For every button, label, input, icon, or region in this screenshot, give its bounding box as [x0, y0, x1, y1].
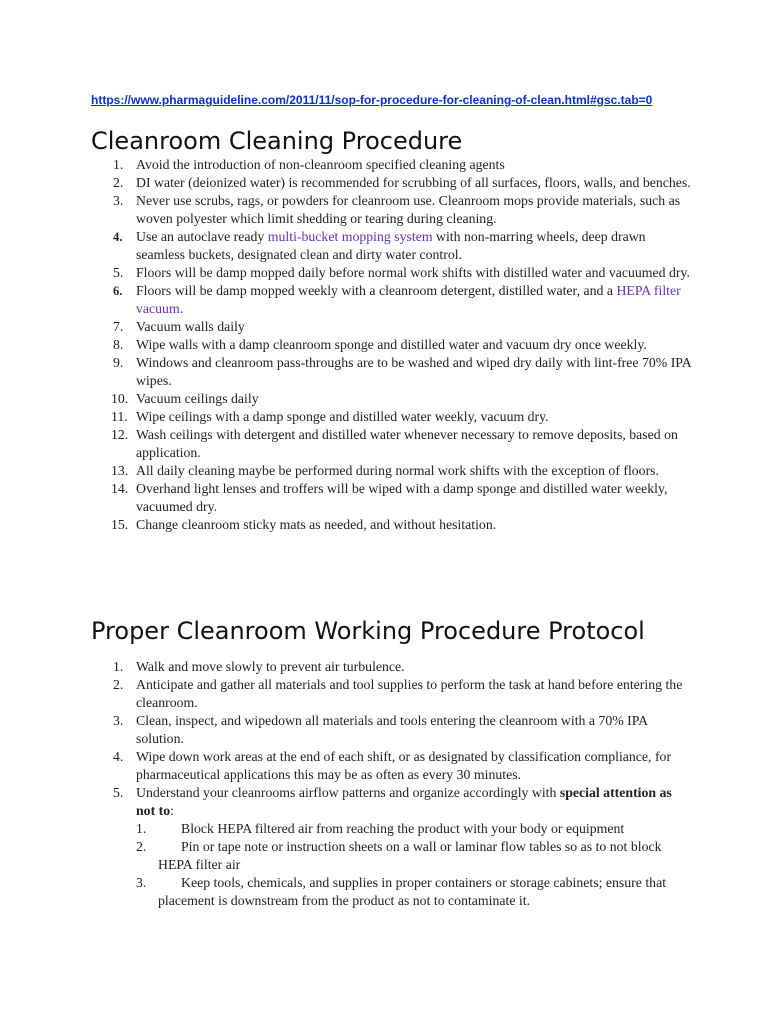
- list-item: [91, 408, 691, 426]
- list-item: [91, 228, 691, 264]
- list-item-text: Windows and cleanroom pass-throughs are to be washed and wiped dry daily with lint-free 70% IPA wipes.: [136, 355, 691, 388]
- list-item: [91, 462, 691, 480]
- list-item-text: Wash ceilings with detergent and distilled water whenever necessary to remove deposits, based on application.: [136, 427, 678, 460]
- list-number: 4.: [113, 749, 124, 764]
- list-item: [91, 354, 691, 390]
- list-number: 2.: [113, 175, 124, 190]
- list-number: 13.: [111, 463, 129, 478]
- sub-list-item-text: Pin or tape note or instruction sheets on a wall or laminar flow tables so as to not block HEPA filter air: [158, 839, 662, 872]
- list-number: 10.: [111, 391, 129, 406]
- list-item-text: Wipe ceilings with a damp sponge and distilled water weekly, vacuum dry.: [136, 409, 549, 424]
- list-item-text: Floors will be damp mopped daily before normal work shifts with distilled water and vacuumed dry.: [136, 265, 690, 280]
- list-item: [91, 426, 691, 462]
- list-item: [91, 336, 691, 354]
- list-item-text: All daily cleaning maybe be performed during normal work shifts with the exception of floors.: [136, 463, 659, 478]
- list-number: 5.: [113, 265, 124, 280]
- list-item-text: Use an autoclave ready: [136, 229, 268, 244]
- list-item-text: Avoid the introduction of non-cleanroom specified cleaning agents: [136, 157, 505, 172]
- list-item: [91, 516, 691, 534]
- list-item: [91, 676, 691, 712]
- list-item: [91, 282, 691, 318]
- cleaning-procedure-list: [91, 156, 691, 534]
- list-number: 5.: [113, 785, 124, 800]
- list-item-text: with non-marring wheels, deep drawn seamless buckets, designated clean and dirty water control.: [136, 229, 646, 262]
- list-item-text: Walk and move slowly to prevent air turbulence.: [136, 659, 405, 674]
- sub-list-number: 1.: [136, 821, 147, 836]
- list-number: 1.: [113, 659, 124, 674]
- sub-list-number: 3.: [136, 875, 147, 890]
- sub-list-item: [136, 820, 691, 838]
- list-item-text: .: [179, 301, 184, 316]
- list-number: 7.: [113, 319, 124, 334]
- list-item-text: Overhand light lenses and troffers will be wiped with a damp sponge and distilled water weekly, vacuumed dry.: [136, 481, 668, 514]
- list-number: 8.: [113, 337, 124, 352]
- list-item-text: Understand your cleanrooms airflow patterns and organize accordingly with: [136, 785, 560, 800]
- list-item-text: :: [170, 803, 174, 818]
- list-item: [91, 390, 691, 408]
- sub-list-item: [136, 838, 691, 874]
- list-item: [91, 156, 691, 174]
- list-item-text: Anticipate and gather all materials and tool supplies to perform the task at hand before entering the cleanroom.: [136, 677, 683, 710]
- list-item-text: Clean, inspect, and wipedown all materials and tools entering the cleanroom with a 70% IPA solution.: [136, 713, 648, 746]
- source-link[interactable]: https://www.pharmaguideline.com/2011/11/sop-for-procedure-for-cleaning-of-clean.html#gsc.tab=0: [91, 93, 653, 107]
- list-item-text: Floors will be damp mopped weekly with a cleanroom detergent, distilled water, and a: [136, 283, 617, 298]
- list-number: 11.: [111, 409, 128, 424]
- list-item-text: Vacuum ceilings daily: [136, 391, 259, 406]
- section-title-cleaning-procedure: Cleanroom Cleaning Procedure: [91, 127, 463, 155]
- list-item: [91, 192, 691, 228]
- sub-list-item-text: Block HEPA filtered air from reaching the product with your body or equipment: [181, 821, 625, 836]
- list-number: 1.: [113, 157, 124, 172]
- list-item-text: Change cleanroom sticky mats as needed, and without hesitation.: [136, 517, 497, 532]
- working-protocol-list: [91, 658, 691, 910]
- list-item: [91, 712, 691, 748]
- list-item: [91, 784, 691, 910]
- list-item-emphasis: special attention as not to: [136, 785, 672, 818]
- list-number: 12.: [111, 427, 129, 442]
- list-item: [91, 264, 691, 282]
- list-number: 3.: [113, 193, 124, 208]
- list-item: [91, 318, 691, 336]
- list-item: [91, 174, 691, 192]
- list-item-text: DI water (deionized water) is recommended for scrubbing of all surfaces, floors, walls, and benches.: [136, 175, 691, 190]
- sub-list-number: 2.: [136, 839, 147, 854]
- list-item: [91, 480, 691, 516]
- list-item: [91, 748, 691, 784]
- list-item: [91, 658, 691, 676]
- list-item-text: Wipe down work areas at the end of each shift, or as designated by classification compliance, for pharmaceutical applications this may be as often as every 30 minutes.: [136, 749, 672, 782]
- list-item-text: Vacuum walls daily: [136, 319, 245, 334]
- list-number: 9.: [113, 355, 124, 370]
- section-title-working-protocol: Proper Cleanroom Working Procedure Protocol: [91, 617, 645, 645]
- sub-list-item-text: Keep tools, chemicals, and supplies in proper containers or storage cabinets; ensure that placement is downstream from the product as not to contaminate it.: [158, 875, 667, 908]
- list-number: 6.: [113, 284, 123, 298]
- list-number: 15.: [111, 517, 129, 532]
- list-item-text: Never use scrubs, rags, or powders for cleanroom use. Cleanroom mops provide materials, such as woven polyester which limit shedding or tearing during cleaning.: [136, 193, 681, 226]
- list-number: 2.: [113, 677, 124, 692]
- list-item-text: Wipe walls with a damp cleanroom sponge and distilled water and vacuum dry once weekly.: [136, 337, 647, 352]
- list-number: 3.: [113, 713, 124, 728]
- sub-list-item: [136, 874, 691, 910]
- list-number: 14.: [111, 481, 129, 496]
- hepa-vacuum-link[interactable]: HEPA filter vacuum: [136, 283, 681, 316]
- list-number: 4.: [113, 230, 123, 244]
- mopping-system-link[interactable]: multi-bucket mopping system: [267, 229, 433, 244]
- sub-list: [136, 820, 691, 910]
